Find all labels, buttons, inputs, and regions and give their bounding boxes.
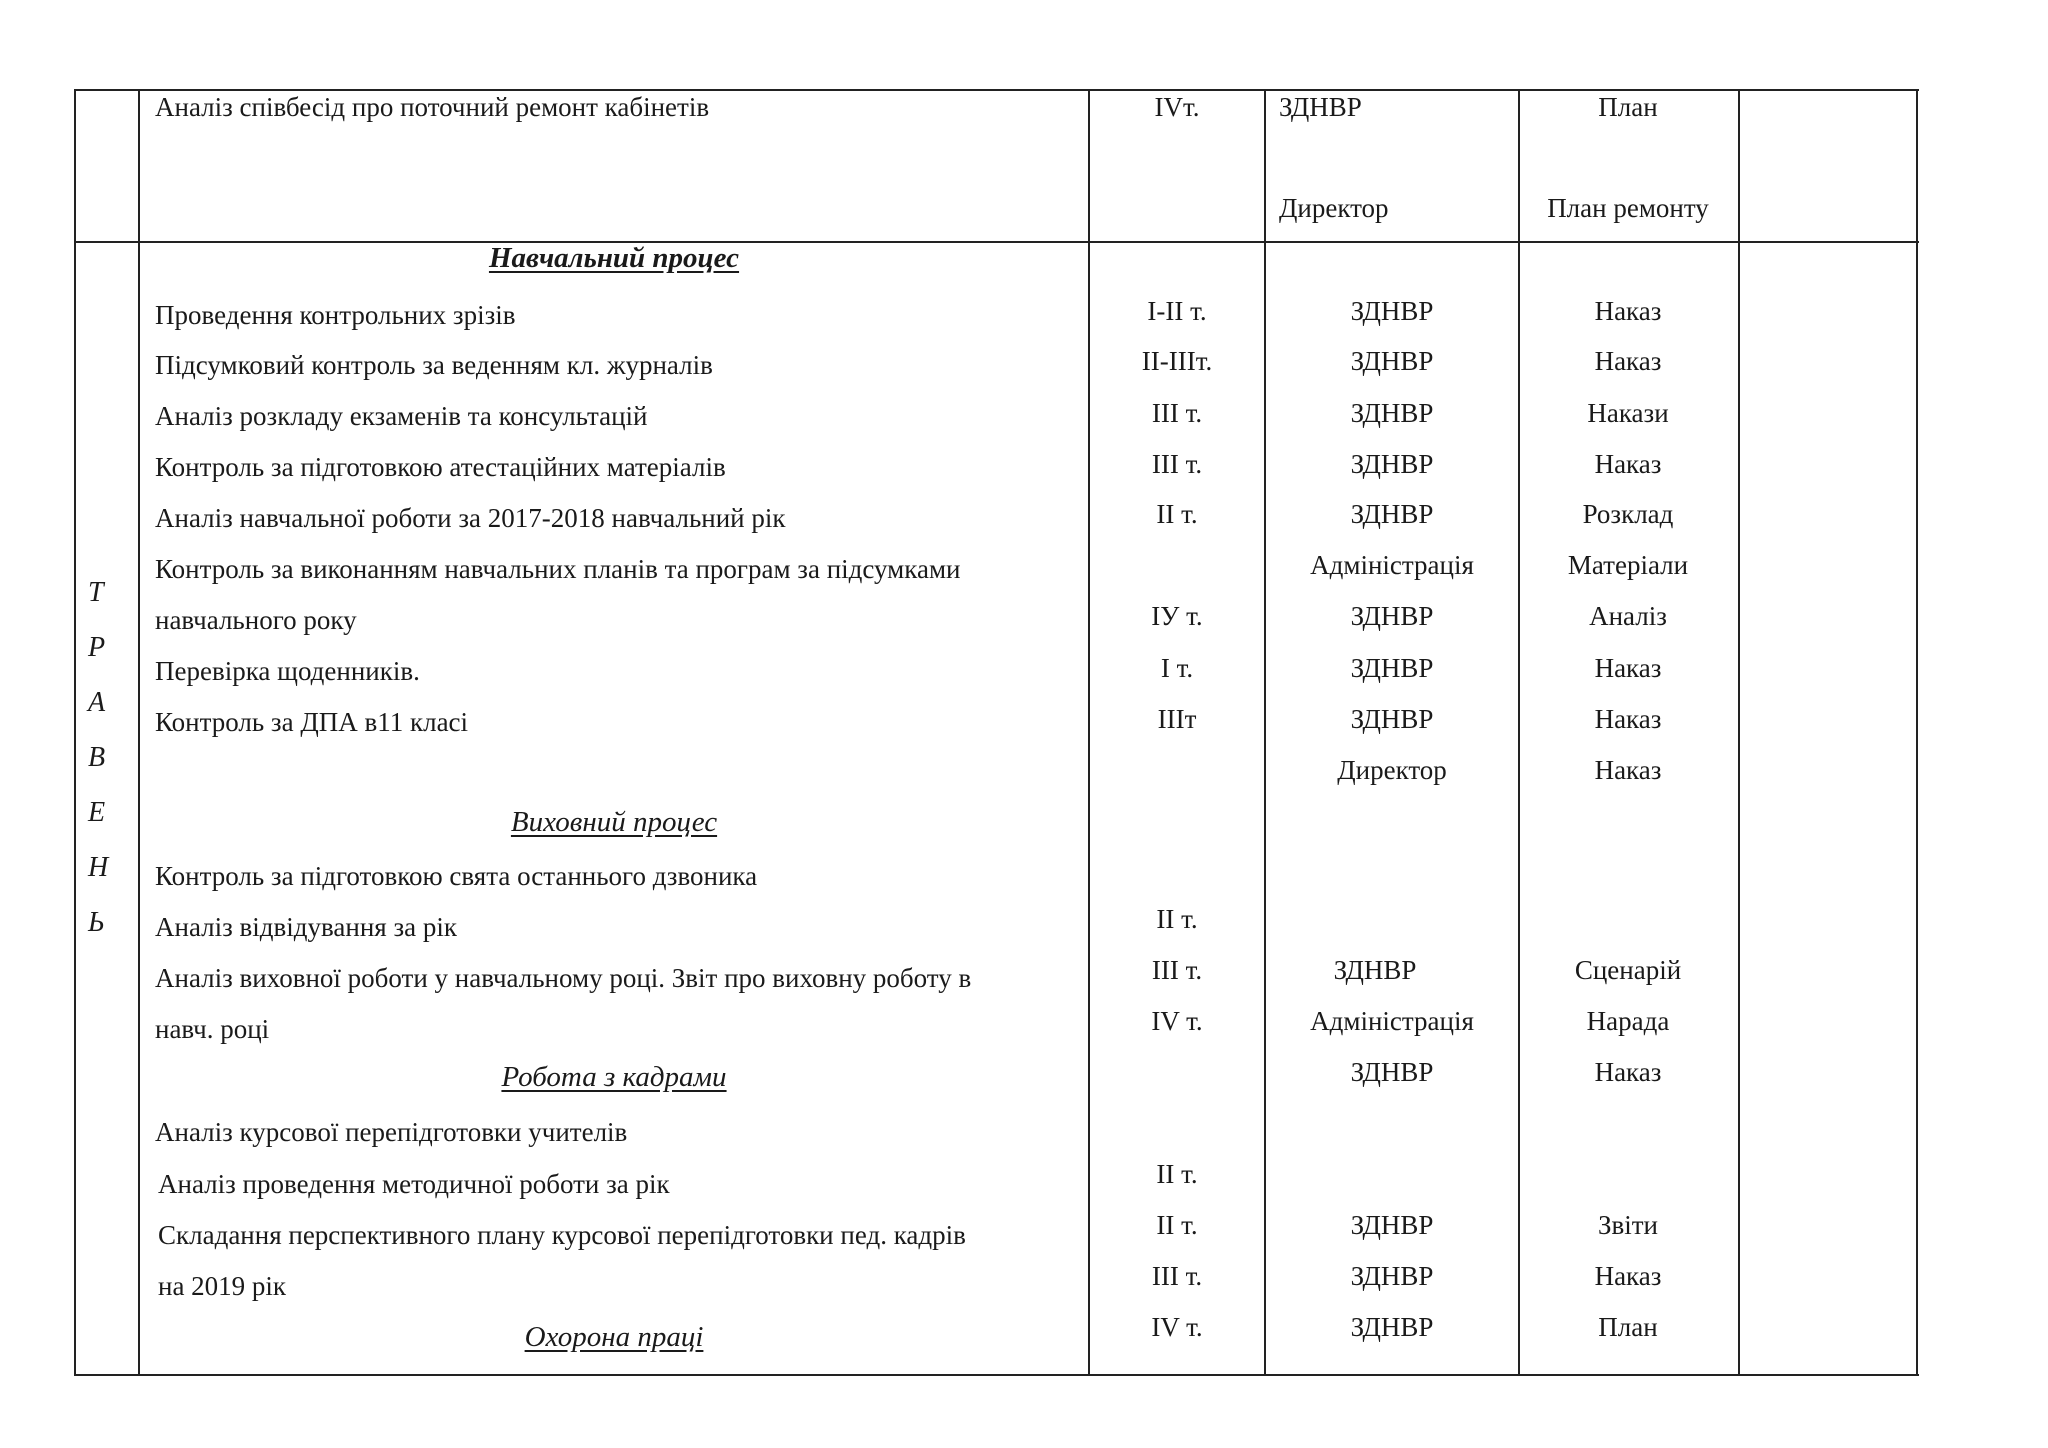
activity-text: Контроль за ДПА в11 класі <box>155 707 469 737</box>
activity-text: Контроль за виконанням навчальних планів та програм за підсумками <box>155 554 961 584</box>
table-border-top <box>74 89 1919 91</box>
doc-cell: Наказ <box>1594 346 1662 376</box>
term-cell: III т. <box>1151 1261 1203 1291</box>
doc-cell: Аналіз <box>1589 601 1667 631</box>
activity-text: Проведення контрольних зрізів <box>155 300 516 330</box>
term-cell: IIIт <box>1157 704 1197 734</box>
term-cell: II-IIIт. <box>1141 346 1213 376</box>
doc-cell: Накази <box>1587 398 1669 428</box>
table-col-divider-month <box>138 89 140 1376</box>
activity-text: навч. році <box>155 1014 270 1044</box>
responsible-cell: Директор <box>1337 755 1447 785</box>
month-letter: В <box>88 742 106 773</box>
term-cell: II т. <box>1156 904 1198 934</box>
term-cell: III т. <box>1151 955 1203 985</box>
responsible-cell: ЗДНВР <box>1350 398 1434 428</box>
responsible-cell: ЗДНВР <box>1350 449 1434 479</box>
month-letter: Н <box>88 852 109 883</box>
month-letter: Е <box>88 797 106 828</box>
responsible-cell: ЗДНВР <box>1350 499 1434 529</box>
doc-cell: Наказ <box>1594 653 1662 683</box>
activity-text: Аналіз курсової перепідготовки учителів <box>155 1117 628 1147</box>
responsible-cell: Адміністрація <box>1310 1006 1474 1036</box>
responsible-cell: ЗДНВР <box>1350 653 1434 683</box>
activity-text: Аналіз відвідування за рік <box>155 912 457 942</box>
doc-cell: Наказ <box>1594 1261 1662 1291</box>
responsible-cell: ЗДНВР <box>1350 1057 1434 1087</box>
doc-cell: Наказ <box>1594 704 1662 734</box>
doc-cell: План <box>1598 1312 1658 1342</box>
table-border-left <box>74 89 76 1376</box>
table-border-right <box>1916 89 1918 1376</box>
term-cell: I т. <box>1160 653 1194 683</box>
responsible-cell: ЗДНВР <box>1350 346 1434 376</box>
section-heading-safety: Охорона праці <box>524 1321 704 1353</box>
activity-text: навчального року <box>155 605 357 635</box>
table-border-bottom <box>74 1374 1919 1376</box>
row1-activity: Аналіз співбесід про поточний ремонт кабінетів <box>155 92 710 122</box>
doc-cell: Наказ <box>1594 449 1662 479</box>
responsible-cell: ЗДНВР <box>1350 704 1434 734</box>
month-letter: Т <box>88 577 104 608</box>
doc-cell: Розклад <box>1582 499 1674 529</box>
activity-text: Складання перспективного плану курсової перепідготовки пед. кадрів <box>158 1220 966 1250</box>
activity-text: на 2019 рік <box>158 1271 287 1301</box>
responsible-cell: ЗДНВР <box>1350 296 1434 326</box>
activity-text: Контроль за підготовкою свята останнього дзвоника <box>155 861 758 891</box>
term-cell: III т. <box>1151 398 1203 428</box>
activity-text: Підсумковий контроль за веденням кл. журналів <box>155 350 713 380</box>
term-cell: II т. <box>1156 499 1198 529</box>
row1-responsible-2: Директор <box>1279 193 1389 223</box>
row1-term: IVт. <box>1154 92 1200 122</box>
section-heading-upbringing: Виховний процес <box>510 806 718 838</box>
term-cell: II т. <box>1156 1159 1198 1189</box>
table-col-divider-activity <box>1088 89 1090 1376</box>
month-letter: Р <box>88 632 106 663</box>
activity-text: Перевірка щоденників. <box>155 656 420 686</box>
row1-doc-1: План <box>1598 92 1658 122</box>
row1-doc-2: План ремонту <box>1547 193 1709 223</box>
term-cell: III т. <box>1151 449 1203 479</box>
term-cell: II т. <box>1156 1210 1198 1240</box>
responsible-cell: Адміністрація <box>1310 550 1474 580</box>
term-cell: I-II т. <box>1147 296 1207 326</box>
responsible-cell: ЗДНВР <box>1350 601 1434 631</box>
activity-text: Аналіз проведення методичної роботи за рік <box>158 1169 670 1199</box>
row1-responsible-1: ЗДНВР <box>1279 92 1362 122</box>
doc-cell: Наказ <box>1594 296 1662 326</box>
doc-cell: Матеріали <box>1567 550 1689 580</box>
responsible-cell: ЗДНВР <box>1350 1261 1434 1291</box>
table-col-divider-docs <box>1738 89 1740 1376</box>
table-col-divider-responsible <box>1518 89 1520 1376</box>
term-cell: IУ т. <box>1151 601 1203 631</box>
term-cell: IV т. <box>1151 1312 1203 1342</box>
doc-cell: Наказ <box>1594 1057 1662 1087</box>
section-heading-educational: Навчальний процес <box>488 242 740 274</box>
activity-text: Аналіз розкладу екзаменів та консультацій <box>155 401 648 431</box>
doc-cell: Наказ <box>1594 755 1662 785</box>
section-heading-staff: Робота з кадрами <box>501 1061 727 1093</box>
responsible-cell: ЗДНВР <box>1350 1210 1434 1240</box>
table-col-divider-term <box>1264 89 1266 1376</box>
responsible-cell: ЗДНВР <box>1333 955 1417 985</box>
table-row-divider <box>74 241 1919 243</box>
term-cell: IV т. <box>1151 1006 1203 1036</box>
doc-cell: Сценарій <box>1574 955 1682 985</box>
activity-text: Аналіз навчальної роботи за 2017-2018 навчальний рік <box>155 503 786 533</box>
activity-text: Аналіз виховної роботи у навчальному році. Звіт про виховну роботу в <box>155 963 972 993</box>
doc-cell: Звіти <box>1597 1210 1659 1240</box>
activity-text: Контроль за підготовкою атестаційних матеріалів <box>155 452 726 482</box>
month-letter: А <box>88 687 106 718</box>
doc-cell: Нарада <box>1586 1006 1670 1036</box>
responsible-cell: ЗДНВР <box>1350 1312 1434 1342</box>
month-letter: Ь <box>88 907 105 938</box>
